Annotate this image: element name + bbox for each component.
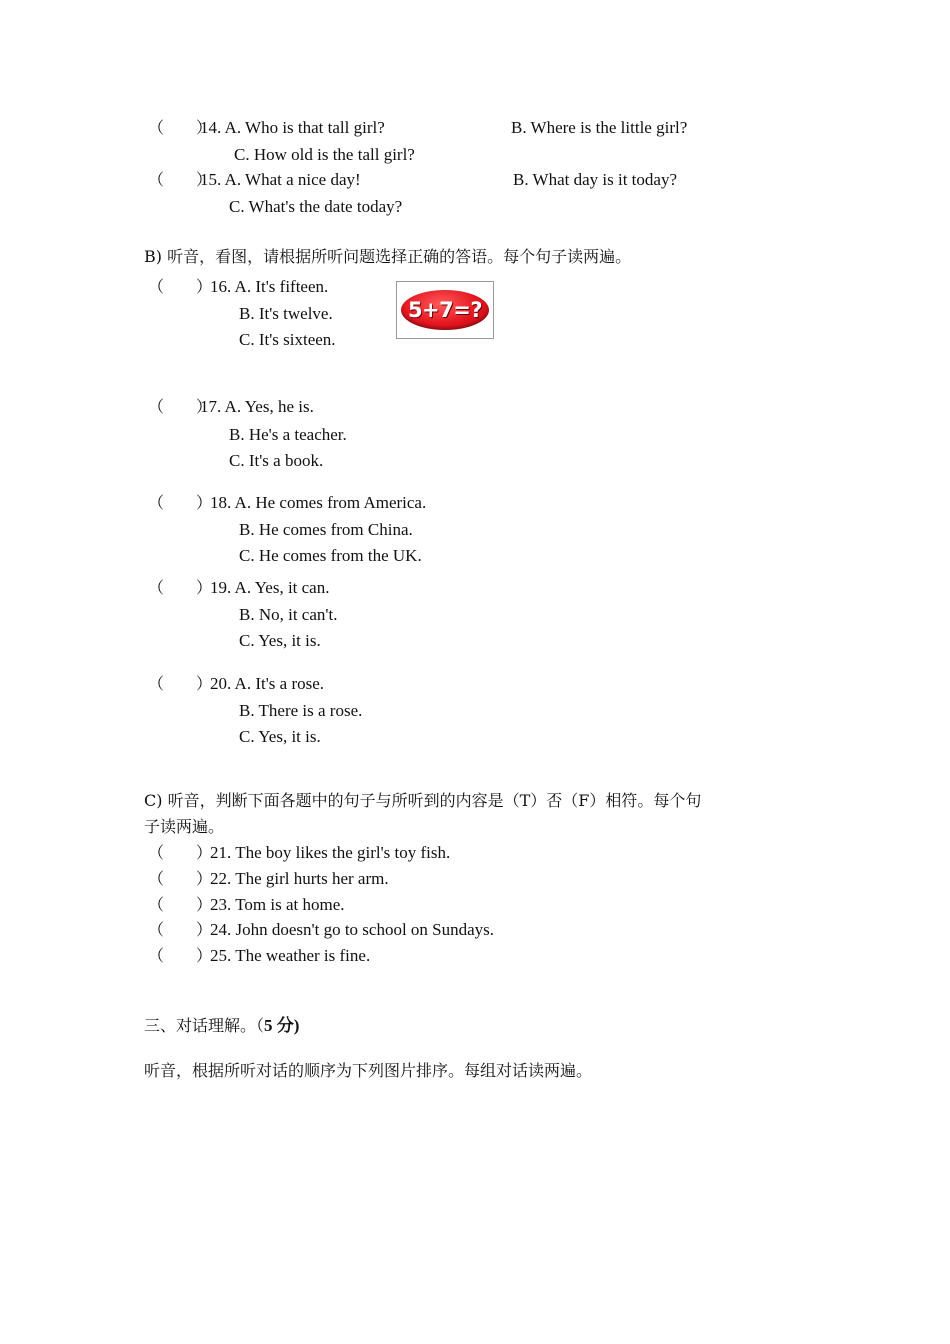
answer-blank-15: （ ）	[148, 170, 213, 189]
answer-blank-24: （ ）	[148, 920, 213, 939]
answer-blank-17: （ ）	[148, 397, 213, 416]
q17-option-a: 17. A. Yes, he is.	[200, 397, 314, 416]
q16-option-b: B. It's twelve.	[239, 304, 333, 323]
q18-option-a: 18. A. He comes from America.	[210, 493, 427, 512]
answer-blank-16: （ ）	[148, 277, 213, 296]
q15-option-c: C. What's the date today?	[229, 197, 403, 216]
equation-text: 5+7=?	[407, 298, 483, 322]
answer-blank-14: （ ）	[148, 118, 213, 137]
answer-blank-21: （ ）	[148, 843, 213, 862]
statement-21: 21. The boy likes the girl's toy fish.	[210, 843, 451, 862]
q16-option-c: C. It's sixteen.	[239, 330, 336, 349]
statement-24: 24. John doesn't go to school on Sundays.	[210, 920, 495, 939]
answer-blank-18: （ ）	[148, 493, 213, 512]
q20-option-a: 20. A. It's a rose.	[210, 674, 325, 693]
q19-option-c: C. Yes, it is.	[239, 631, 321, 650]
q20-option-b: B. There is a rose.	[239, 701, 363, 720]
answer-blank-22: （ ）	[148, 869, 213, 888]
section-c-heading-line2: 子读两遍。	[144, 817, 225, 836]
part3-instruction: 听音，根据所听对话的顺序为下列图片排序。每组对话读两遍。	[144, 1061, 593, 1080]
q15-option-b: B. What day is it today?	[513, 170, 677, 189]
statement-22: 22. The girl hurts her arm.	[210, 869, 389, 888]
q14-option-c: C. How old is the tall girl?	[234, 145, 415, 164]
statement-23: 23. Tom is at home.	[210, 895, 345, 914]
q20-option-c: C. Yes, it is.	[239, 727, 321, 746]
part3-heading	[144, 1016, 299, 1036]
section-b-heading: B) 听音，看图，请根据所听问题选择正确的答语。每个句子读两遍。	[144, 247, 632, 266]
q19-option-b: B. No, it can't.	[239, 605, 338, 624]
q18-option-c: C. He comes from the UK.	[239, 546, 422, 565]
math-equation-picture	[396, 281, 494, 339]
q18-option-b: B. He comes from China.	[239, 520, 413, 539]
q17-option-b: B. He's a teacher.	[229, 425, 347, 444]
part3-heading-text: 三、对话理解。（	[144, 1016, 265, 1035]
part3-score: 5 分)	[264, 1016, 300, 1035]
q17-option-c: C. It's a book.	[229, 451, 324, 470]
answer-blank-19: （ ）	[148, 578, 213, 597]
q16-option-a: 16. A. It's fifteen.	[210, 277, 329, 296]
q14-option-b: B. Where is the little girl?	[511, 118, 688, 137]
statement-25: 25. The weather is fine.	[210, 946, 371, 965]
answer-blank-23: （ ）	[148, 895, 213, 914]
q14-option-a: 14. A. Who is that tall girl?	[200, 118, 385, 137]
q15-option-a: 15. A. What a nice day!	[200, 170, 361, 189]
answer-blank-20: （ ）	[148, 674, 213, 693]
answer-blank-25: （ ）	[148, 946, 213, 965]
q19-option-a: 19. A. Yes, it can.	[210, 578, 330, 597]
section-c-heading-line1: C) 听音，判断下面各题中的句子与所听到的内容是（T）否（F）相符。每个句	[144, 791, 702, 810]
